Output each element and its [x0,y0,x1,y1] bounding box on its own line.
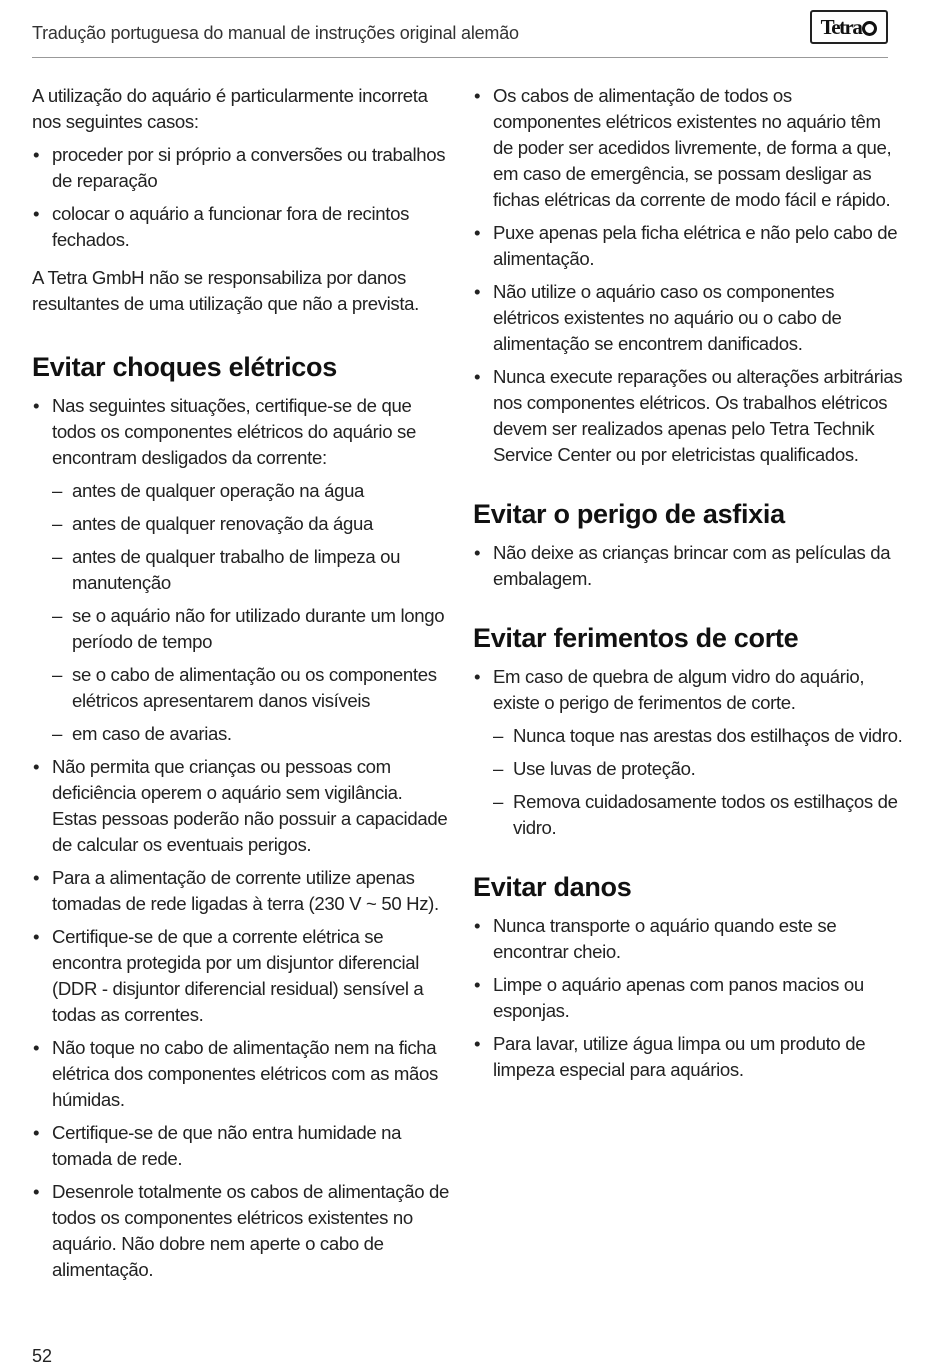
list-item: • Desenrole totalmente os cabos de alimentação de todos os componentes elétricos existentes no aquário. Não dobre nem aperte o cabo de alimentação. [32,1179,452,1283]
list-item: • Não deixe as crianças brincar com as películas da embalagem. [473,540,903,592]
list-item: • Nunca transporte o aquário quando este se encontrar cheio. [473,913,903,965]
header-title: Tradução portuguesa do manual de instruções original alemão [32,23,519,43]
logo-circle-icon [862,21,877,36]
page-header [32,0,888,58]
disclaimer: A Tetra GmbH não se responsabiliza por danos resultantes de uma utilização que não a prevista. [32,267,419,314]
list-item: • Nas seguintes situações, certifique-se de que todos os componentes elétricos do aquário se encontram desligados da corrente: [32,393,452,471]
sub-list-item: – se o cabo de alimentação ou os componentes elétricos apresentarem danos visíveis [32,662,452,714]
logo-text: Tetra [820,14,862,39]
section-heading-asphyxiation: Evitar o perigo de asfixia [473,499,785,529]
right-column [473,83,903,1090]
sub-list-item: – em caso de avarias. [32,721,452,747]
list-item: • Certifique-se de que não entra humidade na tomada de rede. [32,1120,452,1172]
section-heading-electric-shock: Evitar choques elétricos [32,352,337,382]
list-item: • Não utilize o aquário caso os componentes elétricos existentes no aquário ou o cabo de alimentação se encontrem danificados. [473,279,903,357]
list-item: • Em caso de quebra de algum vidro do aquário, existe o perigo de ferimentos de corte. [473,664,903,716]
section-heading-cuts: Evitar ferimentos de corte [473,623,799,653]
electric-shock-list-continued [473,83,903,468]
sub-list-item: – antes de qualquer renovação da água [32,511,452,537]
tetra-logo [810,10,888,44]
cuts-list [473,664,903,841]
list-item: • Os cabos de alimentação de todos os componentes elétricos existentes no aquário têm de poder ser acedidos livremente, de forma a que, em caso de emergência, se possam desligar as fichas elétricas da corrente de modo fácil e rápido. [473,83,903,213]
electric-shock-list [32,393,452,1283]
list-item: • Nunca execute reparações ou alterações arbitrárias nos componentes elétricos. Os trabalhos elétricos devem ser realizados apenas pelo Tetra Technik Service Center ou por eletricistas qualificados. [473,364,903,468]
list-item: • Para lavar, utilize água limpa ou um produto de limpeza especial para aquários. [473,1031,903,1083]
sub-list-item: – Use luvas de proteção. [473,756,903,782]
sub-list-item: – antes de qualquer operação na água [32,478,452,504]
list-item: • colocar o aquário a funcionar fora de recintos fechados. [32,201,452,253]
list-item: • Para a alimentação de corrente utilize apenas tomadas de rede ligadas à terra (230 V ~ 50 Hz). [32,865,452,917]
sub-list-item: – antes de qualquer trabalho de limpeza ou manutenção [32,544,452,596]
misuse-list [32,142,452,253]
list-item: • Limpe o aquário apenas com panos macios ou esponjas. [473,972,903,1024]
page-number: 52 [32,1346,53,1366]
damage-list [473,913,903,1083]
left-column [32,83,452,1290]
list-item: • Certifique-se de que a corrente elétrica se encontra protegida por um disjuntor diferencial (DDR - disjuntor diferencial residual) sensível a todas as correntes. [32,924,452,1028]
misuse-intro: A utilização do aquário é particularmente incorreta nos seguintes casos: [32,85,428,132]
section-heading-damage: Evitar danos [473,872,632,902]
sub-list-item: – Nunca toque nas arestas dos estilhaços de vidro. [473,723,903,749]
list-item: • Não toque no cabo de alimentação nem na ficha elétrica dos componentes elétricos com as mãos húmidas. [32,1035,452,1113]
list-item: • Não permita que crianças ou pessoas com deficiência operem o aquário sem vigilância. Estas pessoas poderão não possuir a capacidade de calcular os eventuais perigos. [32,754,452,858]
asphyxiation-list [473,540,903,592]
sub-list-item: – Remova cuidadosamente todos os estilhaços de vidro. [473,789,903,841]
list-item: • proceder por si próprio a conversões ou trabalhos de reparação [32,142,452,194]
list-item: • Puxe apenas pela ficha elétrica e não pelo cabo de alimentação. [473,220,903,272]
sub-list-item: – se o aquário não for utilizado durante um longo período de tempo [32,603,452,655]
